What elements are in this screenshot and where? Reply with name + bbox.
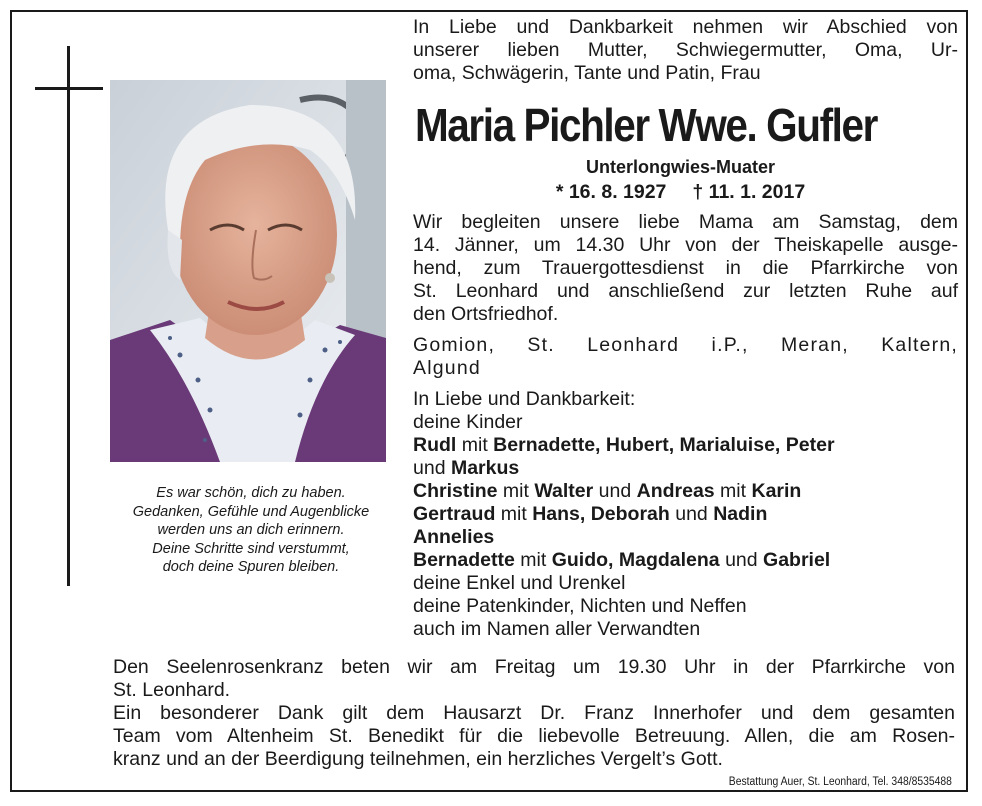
- children-line: und Markus: [413, 457, 520, 479]
- children-line: Rudl mit Bernadette, Hubert, Marialuise, Peter: [413, 434, 835, 456]
- rosary-line: St. Leonhard.: [113, 679, 231, 701]
- deceased-name: Maria Pichler Wwe. Gufler: [415, 99, 877, 151]
- relatives-line: deine Enkel und Urenkel: [413, 572, 626, 594]
- house-name: Unterlongwies-Muater: [585, 157, 776, 177]
- places-list: [413, 334, 958, 380]
- funeral-home-credit: Bestattung Auer, St. Leonhard, Tel. 348/8535488: [728, 776, 952, 788]
- poem-line: doch deine Spuren bleiben.: [162, 559, 340, 575]
- relatives-line: auch im Namen aller Verwandten: [413, 618, 701, 640]
- death-date: † 11. 1. 2017: [692, 181, 806, 203]
- intro-line: oma, Schwägerin, Tante und Patin, Frau: [413, 62, 761, 84]
- mourners-intro: deine Kinder: [413, 411, 523, 433]
- places-line: Gomion, St. Leonhard i.P., Meran, Kaltern,: [413, 334, 958, 356]
- thanks-line: Ein besonderer Dank gilt dem Hausarzt Dr. Franz Innerhofer und dem gesamten: [113, 702, 955, 724]
- funeral-line: Wir begleiten unsere liebe Mama am Samstag, dem: [413, 211, 958, 233]
- intro-line: unserer lieben Mutter, Schwiegermutter, Oma, Ur-: [413, 39, 958, 61]
- places-line: Algund: [413, 357, 481, 379]
- mourners-intro: In Liebe und Dankbarkeit:: [413, 388, 636, 410]
- funeral-details: [413, 211, 958, 326]
- rosary-line: Den Seelenrosenkranz beten wir am Freitag um 19.30 Uhr in der Pfarrkirche von: [113, 656, 955, 678]
- poem-line: werden uns an dich erinnern.: [157, 522, 345, 538]
- funeral-line: 14. Jänner, um 14.30 Uhr von der Theiskapelle ausge-: [413, 234, 958, 256]
- main-text-column: [413, 16, 958, 641]
- thanks-line: Team vom Altenheim St. Benedikt für die liebevolle Betreuung. Allen, die am Rosen-: [113, 725, 955, 747]
- life-dates: [403, 179, 958, 205]
- poem-line: Deine Schritte sind verstummt,: [152, 540, 350, 557]
- funeral-line: St. Leonhard und anschließend zur letzten Ruhe auf: [413, 280, 958, 302]
- closing-notes: [113, 656, 955, 771]
- portrait-photo: [110, 80, 386, 462]
- cross-icon-horizontal: [35, 87, 103, 90]
- children-line: Gertraud mit Hans, Deborah und Nadin: [413, 503, 768, 525]
- intro-line: In Liebe und Dankbarkeit nehmen wir Abschied von: [413, 16, 958, 38]
- memorial-poem: [96, 484, 406, 577]
- poem-line: Es war schön, dich zu haben.: [156, 485, 346, 501]
- relatives-line: deine Patenkinder, Nichten und Neffen: [413, 595, 747, 617]
- mourners-list: [413, 388, 958, 641]
- children-line: Christine mit Walter und Andreas mit Karin: [413, 480, 802, 502]
- children-line: Bernadette mit Guido, Magdalena und Gabriel: [413, 549, 831, 571]
- cross-icon-vertical: [67, 46, 70, 586]
- funeral-line: hend, zum Trauergottesdienst in die Pfarrkirche von: [413, 257, 958, 279]
- children-line: Annelies: [413, 526, 495, 548]
- funeral-line: den Ortsfriedhof.: [413, 303, 559, 325]
- thanks-line: kranz und an der Beerdigung teilnehmen, ein herzliches Vergelt’s Gott.: [113, 748, 723, 770]
- birth-date: * 16. 8. 1927: [555, 181, 667, 203]
- poem-line: Gedanken, Gefühle und Augenblicke: [132, 503, 370, 520]
